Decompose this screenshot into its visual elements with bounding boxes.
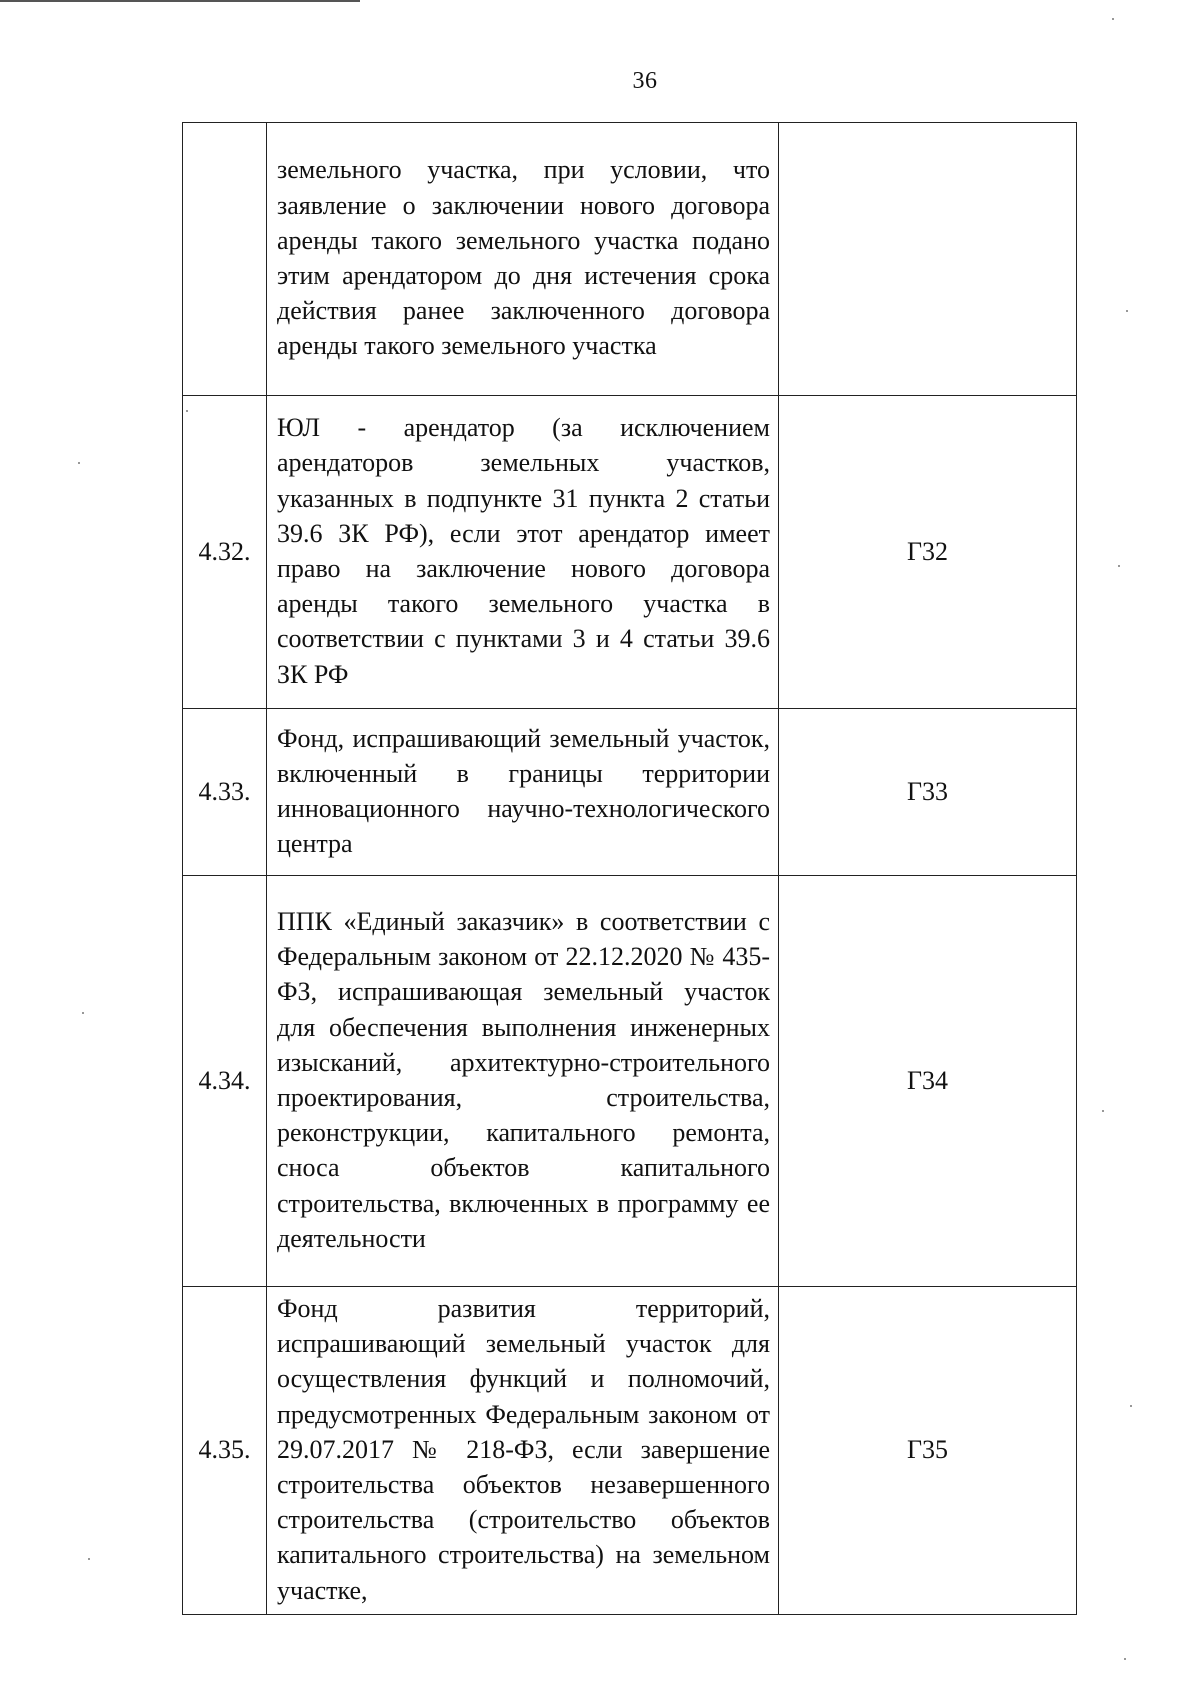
item-number: 4.34. xyxy=(183,876,267,1287)
scan-speck xyxy=(88,1558,90,1560)
scan-edge-line xyxy=(0,0,360,2)
scan-speck xyxy=(1130,1405,1132,1407)
scan-speck xyxy=(1126,310,1128,312)
item-description: земельного участка, при условии, что заявление о заключении нового договора аренды такого земельного участка подано этим арендатором до дня истечения срока действия ранее заключенного договора аренды такого земельного участка xyxy=(267,123,779,396)
item-code xyxy=(779,123,1077,396)
table-row xyxy=(183,123,1077,396)
item-description: ЮЛ - арендатор (за исключением арендаторов земельных участков, указанных в подпункте 31 пункта 2 статьи 39.6 ЗК РФ), если этот арендатор имеет право на заключение нового договора аренды такого земельного участка в соответствии с пунктами 3 и 4 статьи 39.6 ЗК РФ xyxy=(267,396,779,709)
item-number: 4.33. xyxy=(183,709,267,876)
item-code: Г32 xyxy=(779,396,1077,709)
item-code: Г34 xyxy=(779,876,1077,1287)
table-row xyxy=(183,876,1077,1287)
scan-speck xyxy=(1112,18,1114,20)
item-description: Фонд развития территорий, испрашивающий земельный участок для осуществления функций и полномочий, предусмотренных Федеральным законом от 29.07.2017 № 218-ФЗ, если завершение строительства объектов незавершенного строительства (строительство объектов капитального строительства) на земельном участке, xyxy=(267,1287,779,1615)
table-row xyxy=(183,709,1077,876)
scan-speck xyxy=(82,1012,84,1014)
page-number: 36 xyxy=(632,68,658,94)
scan-speck xyxy=(1124,1658,1126,1660)
item-description: ППК «Единый заказчик» в соответствии с Федеральным законом от 22.12.2020 № 435-ФЗ, испрашивающая земельный участок для обеспечения выполнения инженерных изысканий, архитектурно-строительного проектирования, строительства, реконструкции, капитального ремонта, сноса объектов капитального строительства, включенных в программу ее деятельности xyxy=(267,876,779,1287)
table-row xyxy=(183,396,1077,709)
table-row xyxy=(183,1287,1077,1615)
item-code: Г35 xyxy=(779,1287,1077,1615)
item-code: Г33 xyxy=(779,709,1077,876)
item-number xyxy=(183,123,267,396)
scan-speck xyxy=(1102,1110,1104,1112)
item-number: 4.35. xyxy=(183,1287,267,1615)
item-description: Фонд, испрашивающий земельный участок, включенный в границы территории инновационного научно-технологического центра xyxy=(267,709,779,876)
classification-table xyxy=(182,122,1077,1615)
scan-speck xyxy=(78,462,80,464)
scan-speck xyxy=(186,410,188,412)
item-number: 4.32. xyxy=(183,396,267,709)
scan-speck xyxy=(1118,565,1120,567)
